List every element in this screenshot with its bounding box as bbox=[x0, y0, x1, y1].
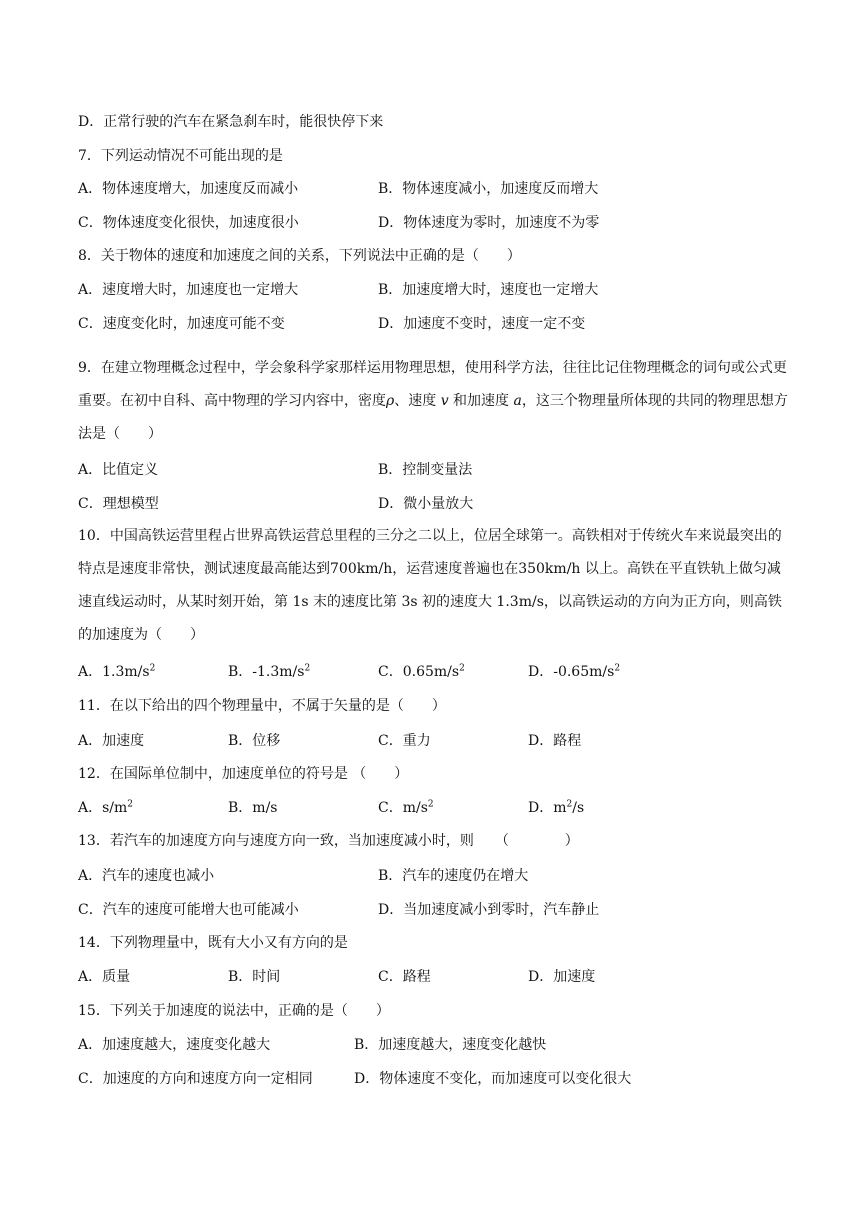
q11-option-b: B．位移 bbox=[228, 733, 281, 749]
q12-stem: 12．在国际单位制中，加速度单位的符号是 （ ） bbox=[78, 766, 409, 782]
q11-stem: 11．在以下给出的四个物理量中，不属于矢量的是（ ） bbox=[78, 698, 446, 714]
q13-option-d: D．当加速度减小到零时，汽车静止 bbox=[378, 902, 600, 918]
q10-stem: 10．中国高铁运营里程占世界高铁运营总里程的三分之二以上，位居全球第一。高铁相对于传统火车来说最突出的特点是速度非常快，测试速度最高能达到700km/h，运营速度普遍也在350km/h 以上。高铁在平直铁轨上做匀减速直线运动时，从某时刻开始，第 1s 末的速度比第 3s 初的速度大 1.3m/s，以高铁运动的方向为正方向，则高铁的加速度为（ ） bbox=[78, 528, 782, 643]
q15-stem: 15．下列关于加速度的说法中，正确的是（ ） bbox=[78, 1003, 390, 1019]
q12-option-a-text: A．s/m bbox=[78, 800, 128, 816]
q9-stem-text-2: 、速度 bbox=[394, 393, 441, 409]
superscript: 2 bbox=[566, 799, 573, 810]
q11-option-d: D．路程 bbox=[528, 733, 582, 749]
q12-option-a bbox=[78, 798, 133, 818]
q15-option-a: A．加速度越大，速度变化越大 bbox=[78, 1037, 271, 1053]
q11-option-c: C．重力 bbox=[378, 733, 431, 749]
q9-symbol-v: v bbox=[440, 393, 449, 409]
q7-option-a: A．物体速度增大，加速度反而减小 bbox=[78, 181, 299, 197]
q9-stem-text-3: 和加速度 bbox=[448, 393, 514, 409]
q10-option-a-text: A．1.3m/s bbox=[78, 664, 150, 680]
q8-option-a: A．速度增大时，加速度也一定增大 bbox=[78, 282, 299, 298]
q7-option-c: C．物体速度变化很快，加速度很小 bbox=[78, 215, 299, 231]
q12-option-d-unit: /s bbox=[572, 800, 585, 816]
q10-option-c-text: C．0.65m/s bbox=[378, 664, 460, 680]
q12-option-d bbox=[528, 798, 584, 818]
q7-option-d: D．物体速度为零时，加速度不为零 bbox=[378, 215, 600, 231]
q10-option-a bbox=[78, 662, 155, 682]
q11-option-a: A．加速度 bbox=[78, 733, 145, 749]
q14-option-a: A．质量 bbox=[78, 969, 131, 985]
q9-stem bbox=[78, 352, 790, 451]
q14-option-b: B．时间 bbox=[228, 969, 281, 985]
q13-option-a: A．汽车的速度也减小 bbox=[78, 868, 215, 884]
q12-option-d-text: D．m bbox=[528, 800, 567, 816]
q10-option-d bbox=[528, 662, 620, 682]
q12-option-c-text: C．m/s bbox=[378, 800, 428, 816]
q9-option-d: D．微小量放大 bbox=[378, 496, 474, 512]
q9-symbol-a: a bbox=[513, 393, 522, 409]
q15-option-c: C．加速度的方向和速度方向一定相同 bbox=[78, 1071, 313, 1087]
q14-stem: 14．下列物理量中，既有大小又有方向的是 bbox=[78, 935, 348, 951]
superscript: 2 bbox=[427, 799, 434, 810]
superscript: 2 bbox=[459, 663, 465, 674]
superscript: 2 bbox=[149, 663, 156, 674]
q12-option-c bbox=[378, 798, 434, 818]
q10-option-d-text: D．-0.65m/s bbox=[528, 664, 615, 680]
q8-option-d: D．加速度不变时，速度一定不变 bbox=[378, 316, 586, 332]
superscript: 2 bbox=[614, 663, 621, 674]
q10-option-b-text: B．-1.3m/s bbox=[228, 664, 305, 680]
q13-stem: 13．若汽车的加速度方向与速度方向一致，当加速度减小时，则 （ ） bbox=[78, 833, 579, 849]
q7-stem: 7．下列运动情况不可能出现的是 bbox=[78, 148, 283, 164]
q9-option-a: A．比值定义 bbox=[78, 462, 159, 478]
superscript: 2 bbox=[127, 799, 134, 810]
q15-option-b: B．加速度越大，速度变化越快 bbox=[354, 1037, 547, 1053]
q15-option-d: D．物体速度不变化，而加速度可以变化很大 bbox=[354, 1071, 632, 1087]
q8-option-b: B．加速度增大时，速度也一定增大 bbox=[378, 282, 599, 298]
q10-option-b bbox=[228, 662, 310, 682]
q9-option-b: B．控制变量法 bbox=[378, 462, 473, 478]
superscript: 2 bbox=[304, 663, 311, 674]
q6-option-d: D．正常行驶的汽车在紧急刹车时，能很快停下来 bbox=[78, 114, 384, 130]
q13-option-b: B．汽车的速度仍在增大 bbox=[378, 868, 529, 884]
q14-option-c: C．路程 bbox=[378, 969, 431, 985]
q9-stem-text-1: 9．在建立物理概念过程中，学会象科学家那样运用物理思想，使用科学方法，往往比记住物理概念的词句或公式更重要。在初中自科、高中物理的学习内容中，密度 bbox=[78, 360, 787, 409]
q14-option-d: D．加速度 bbox=[528, 969, 596, 985]
q9-stem-text-4: ，这三个物理量所体现的共同的物理思想方法是（ ） bbox=[78, 393, 788, 442]
q7-option-b: B．物体速度减小，加速度反而增大 bbox=[378, 181, 599, 197]
q9-symbol-rho: ρ bbox=[386, 393, 395, 409]
q8-option-c: C．速度变化时，加速度可能不变 bbox=[78, 316, 285, 332]
q10-option-c bbox=[378, 662, 465, 682]
q13-option-c: C．汽车的速度可能增大也可能减小 bbox=[78, 902, 299, 918]
q9-option-c: C．理想模型 bbox=[78, 496, 159, 512]
q12-option-b: B．m/s bbox=[228, 800, 278, 816]
q8-stem: 8．关于物体的速度和加速度之间的关系，下列说法中正确的是（ ） bbox=[78, 248, 521, 264]
